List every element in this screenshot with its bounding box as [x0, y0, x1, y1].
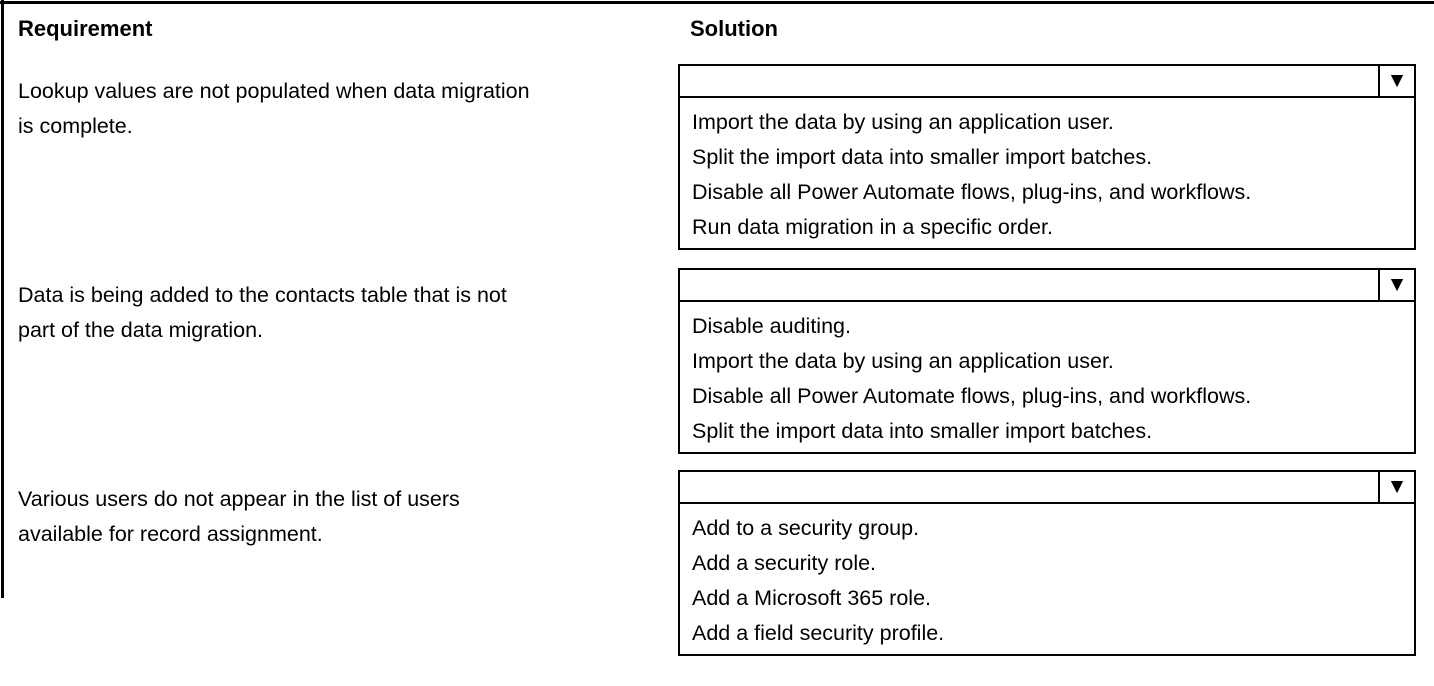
requirement-3-text [18, 482, 658, 552]
requirement-2-line-1: Data is being added to the contacts table that is not [18, 283, 507, 307]
dropdown-1-option-3[interactable]: Disable all Power Automate flows, plug-ins, and workflows. [692, 180, 1252, 204]
outer-frame-top-border [0, 1, 1434, 4]
requirement-2-line-2: part of the data migration. [18, 318, 264, 342]
dropdown-2-selected-value[interactable] [692, 270, 1374, 300]
requirement-3-line-2: available for record assignment. [18, 522, 323, 546]
dropdown-3-arrow-button[interactable] [1378, 472, 1414, 502]
dropdown-1-option-2[interactable]: Split the import data into smaller import batches. [692, 145, 1153, 169]
dropdown-3-option-4[interactable]: Add a field security profile. [692, 621, 945, 645]
solution-column-header: Solution [690, 16, 778, 41]
dropdown-1-combobox[interactable] [680, 66, 1414, 98]
requirement-1-line-1: Lookup values are not populated when data migration [18, 79, 530, 103]
dropdown-2-option-3[interactable]: Disable all Power Automate flows, plug-ins, and workflows. [692, 384, 1252, 408]
requirement-3-line-1: Various users do not appear in the list of users [18, 487, 460, 511]
solution-dropdown-2 [678, 268, 1416, 454]
dropdown-3-option-1[interactable]: Add to a security group. [692, 516, 920, 540]
dropdown-1-arrow-button[interactable] [1378, 66, 1414, 96]
dropdown-3-combobox[interactable] [680, 472, 1414, 504]
dropdown-2-option-2[interactable]: Import the data by using an application user. [692, 349, 1114, 373]
dropdown-3-selected-value[interactable] [692, 472, 1374, 502]
dropdown-3-options-list [680, 504, 1414, 654]
dropdown-1-selected-value[interactable] [692, 66, 1374, 96]
dropdown-2-option-1[interactable]: Disable auditing. [692, 314, 851, 338]
solution-dropdown-3 [678, 470, 1416, 656]
dropdown-3-option-3[interactable]: Add a Microsoft 365 role. [692, 586, 932, 610]
dropdown-2-options-list [680, 302, 1414, 452]
dropdown-2-combobox[interactable] [680, 270, 1414, 302]
dropdown-3-option-2[interactable]: Add a security role. [692, 551, 877, 575]
requirement-column-header: Requirement [18, 16, 153, 41]
dropdown-arrow-icon: ▼ [1386, 68, 1408, 92]
dropdown-arrow-icon: ▼ [1386, 272, 1408, 296]
dropdown-1-option-4[interactable]: Run data migration in a specific order. [692, 215, 1053, 239]
dropdown-arrow-icon: ▼ [1386, 474, 1408, 498]
dropdown-2-option-4[interactable]: Split the import data into smaller import batches. [692, 419, 1153, 443]
dropdown-1-option-1[interactable]: Import the data by using an application user. [692, 110, 1114, 134]
requirement-1-line-2: is complete. [18, 114, 133, 138]
dropdown-1-options-list [680, 98, 1414, 248]
outer-frame-left-border [1, 0, 4, 598]
dropdown-2-arrow-button[interactable] [1378, 270, 1414, 300]
requirement-2-text [18, 278, 658, 348]
requirement-1-text [18, 74, 658, 144]
solution-dropdown-1 [678, 64, 1416, 250]
